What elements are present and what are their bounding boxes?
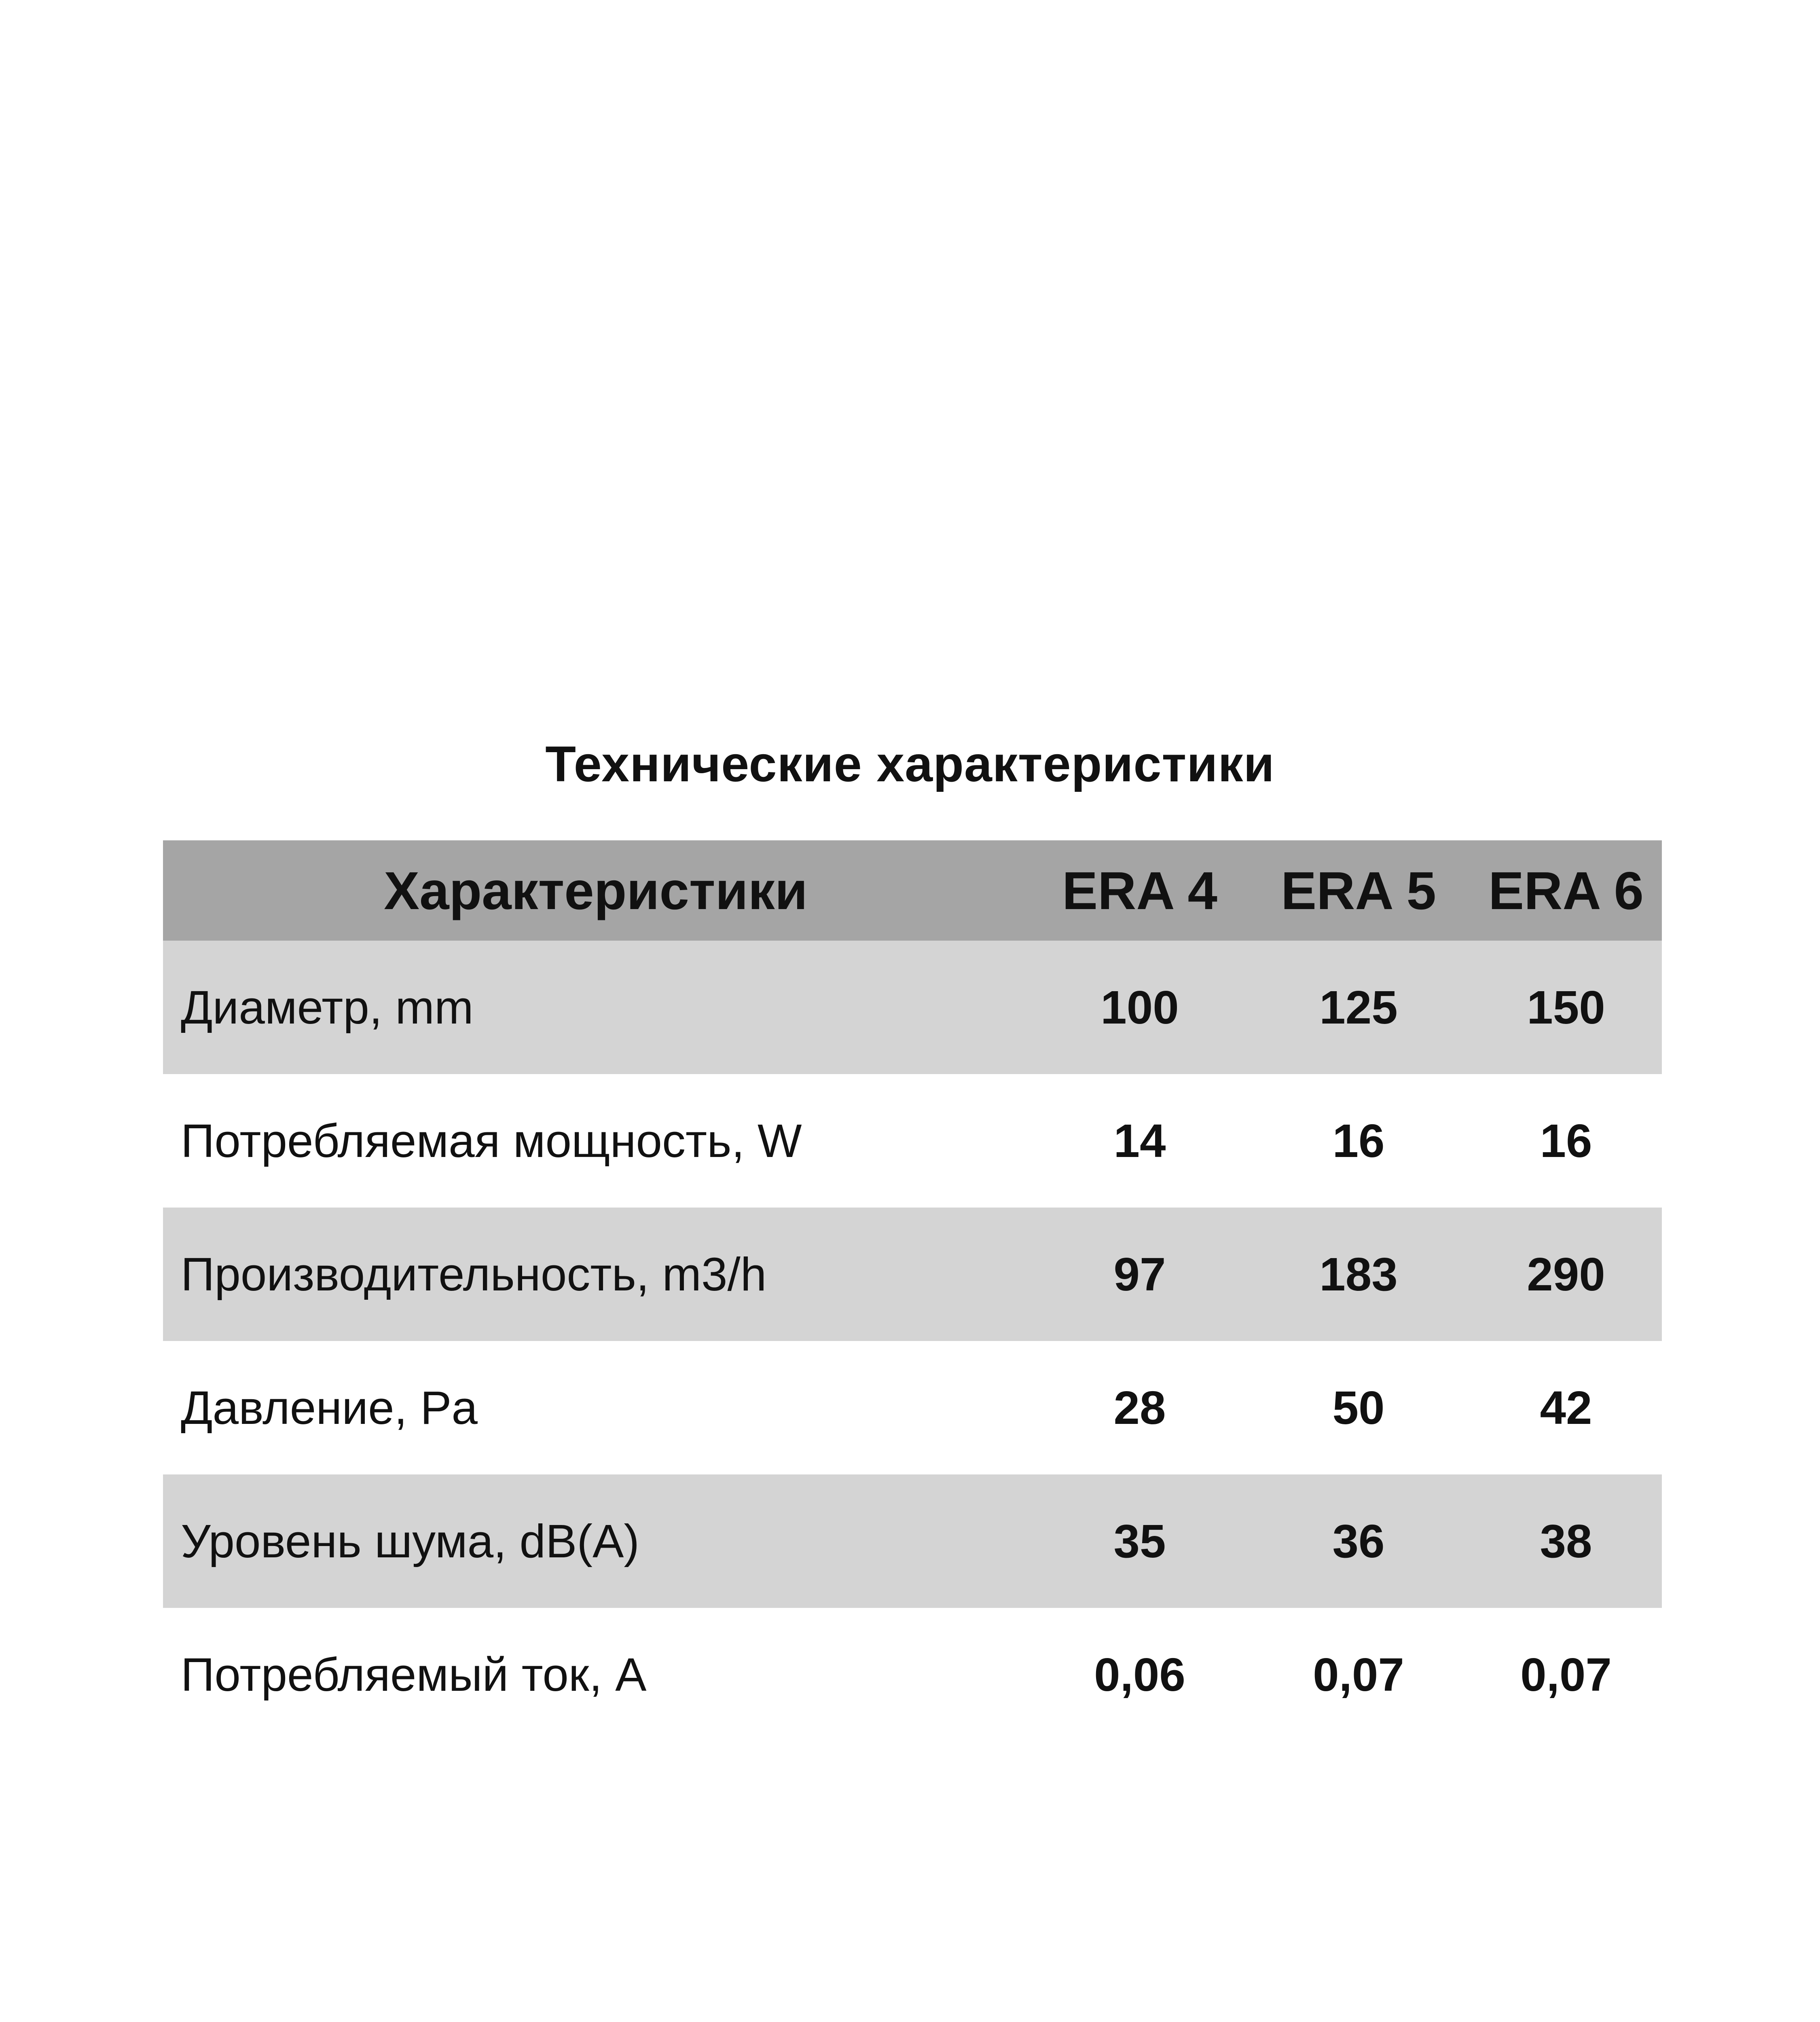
table-row: [163, 1474, 1662, 1608]
row-value-era6: 42: [1540, 1381, 1592, 1434]
row-value-era6: 0,07: [1520, 1648, 1612, 1701]
row-value-era4: 97: [1113, 1248, 1166, 1301]
row-value-era5: 0,07: [1313, 1648, 1404, 1701]
row-label: Производительность, m3/h: [181, 1248, 767, 1301]
header-label: Характеристики: [384, 861, 808, 920]
row-value-era6: 290: [1527, 1248, 1605, 1301]
row-value-era4: 0,06: [1094, 1648, 1185, 1701]
row-label: Диаметр, mm: [181, 981, 474, 1034]
row-value-era5: 50: [1332, 1381, 1385, 1434]
row-value-era4: 28: [1113, 1381, 1166, 1434]
row-value-era6: 150: [1527, 981, 1605, 1034]
row-label: Уровень шума, dB(A): [181, 1515, 640, 1567]
row-value-era6: 16: [1540, 1115, 1592, 1167]
header-model-era5: ERA 5: [1281, 861, 1436, 920]
header-model-era4: ERA 4: [1062, 861, 1217, 920]
table-row: [163, 1074, 1662, 1208]
row-value-era4: 35: [1113, 1515, 1166, 1567]
table-row: [163, 1608, 1662, 1741]
page-title: Технические характеристики: [545, 736, 1275, 792]
row-label: Потребляемая мощность, W: [181, 1115, 802, 1167]
row-value-era5: 125: [1319, 981, 1398, 1034]
table-header-row: [163, 840, 1662, 941]
header-model-era6: ERA 6: [1488, 861, 1644, 920]
specs-table: [163, 840, 1662, 1741]
row-value-era5: 36: [1332, 1515, 1385, 1567]
row-value-era5: 16: [1332, 1115, 1385, 1167]
row-label: Потребляемый ток, А: [181, 1648, 647, 1701]
table-row: [163, 1208, 1662, 1341]
row-label: Давление, Pa: [181, 1381, 478, 1434]
row-value-era4: 100: [1100, 981, 1179, 1034]
row-value-era6: 38: [1540, 1515, 1592, 1567]
table-row: [163, 1341, 1662, 1474]
row-value-era4: 14: [1113, 1115, 1166, 1167]
row-value-era5: 183: [1319, 1248, 1398, 1301]
table-row: [163, 941, 1662, 1074]
